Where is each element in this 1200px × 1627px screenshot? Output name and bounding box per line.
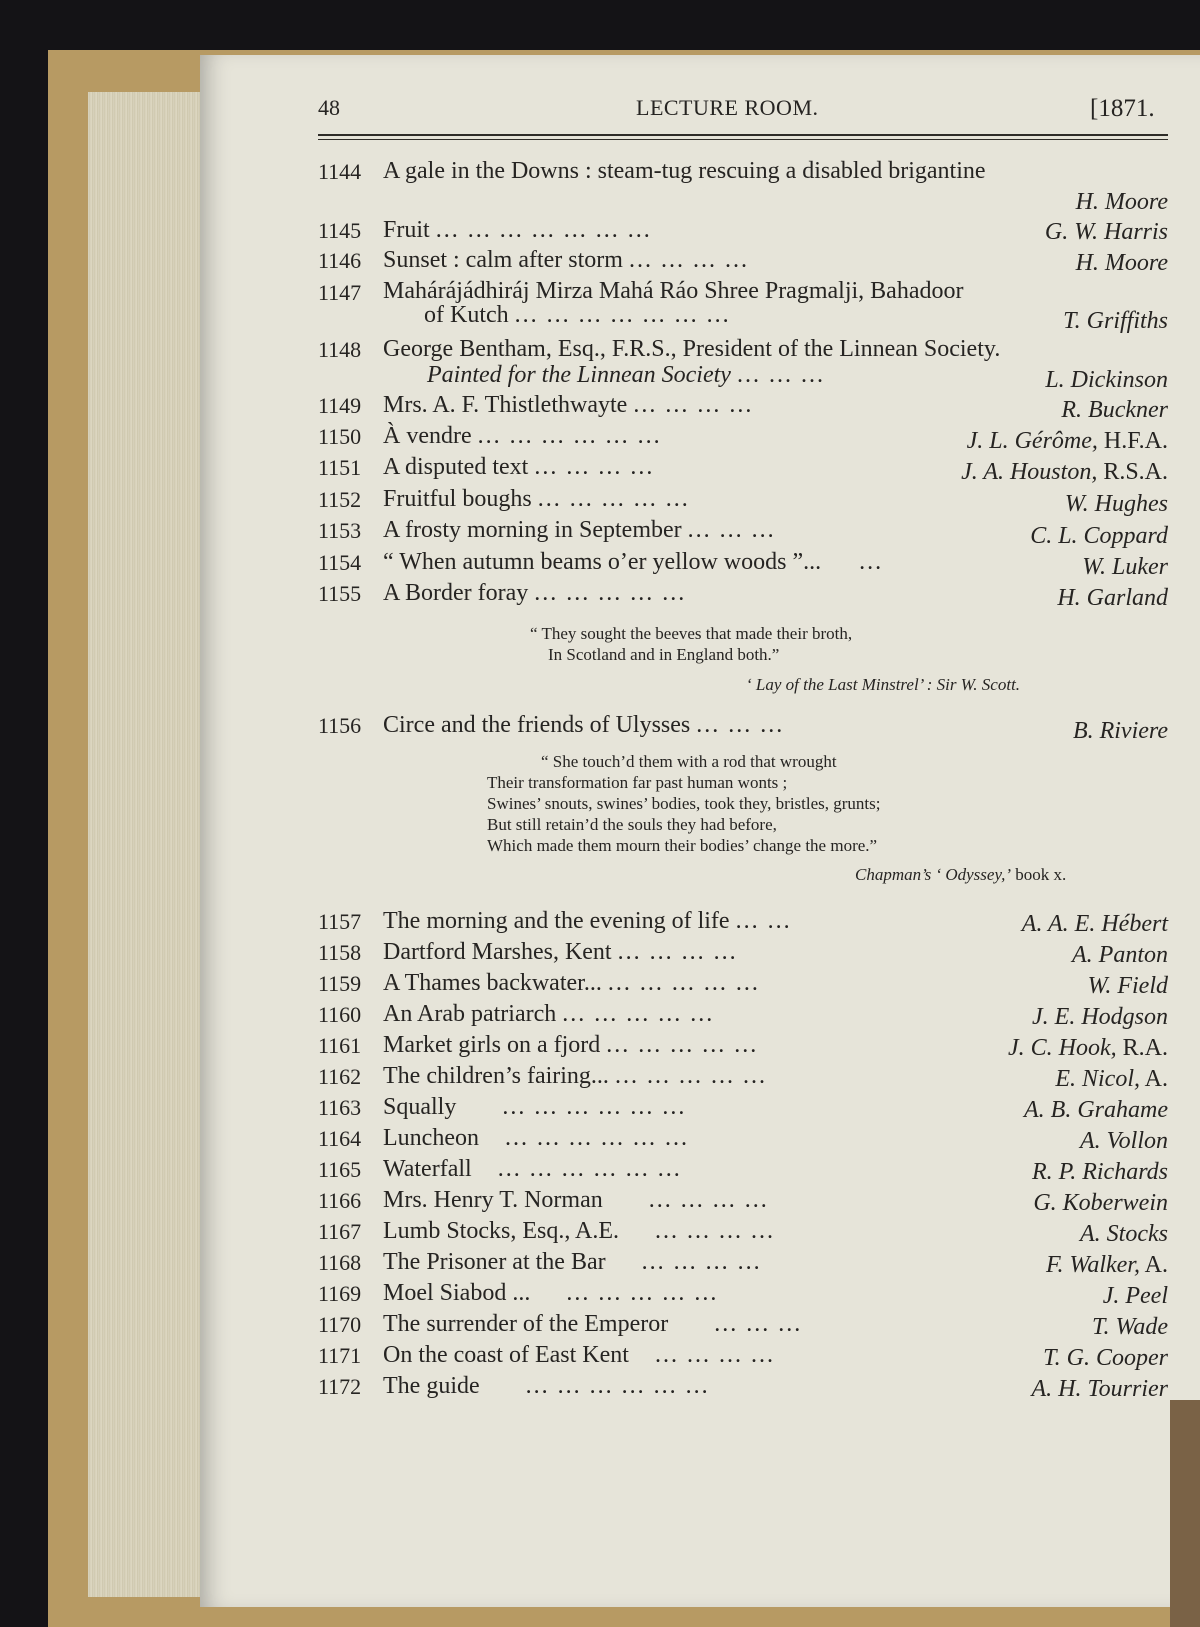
header-rule	[318, 134, 1168, 136]
quote-line: “ She touch’d them with a rod that wrought	[541, 752, 837, 771]
entry-artist: H. Moore	[1075, 250, 1168, 276]
entry-title: Luncheon ... ... ... ... ... ...	[383, 1125, 689, 1151]
entry-title: George Bentham, Esq., F.R.S., President of the Linnean Society.	[383, 336, 1001, 362]
entry-title: À vendre ... ... ... ... ... ...	[383, 423, 662, 449]
entry-title: Market girls on a fjord ... ... ... ... ...	[383, 1032, 759, 1058]
entry-artist: W. Hughes	[1064, 491, 1168, 517]
entry-number: 1147	[318, 280, 362, 305]
entry-number: 1160	[318, 1002, 362, 1027]
entry-number: 1163	[318, 1095, 362, 1120]
entry-title: Mrs. A. F. Thistlethwayte ... ... ... ...	[383, 392, 754, 418]
entry-title-continuation: of Kutch ... ... ... ... ... ... ...	[424, 302, 731, 328]
page-number: 48	[318, 95, 340, 120]
entry-title: The Prisoner at the Bar ... ... ... ...	[383, 1249, 762, 1275]
entry-title: Lumb Stocks, Esq., A.E. ... ... ... ...	[383, 1218, 776, 1244]
entry-number: 1166	[318, 1188, 362, 1213]
entry-artist: T. Wade	[1091, 1314, 1168, 1340]
entry-title: The surrender of the Emperor ... ... ...	[383, 1311, 803, 1337]
book-spine	[1170, 1400, 1200, 1627]
entry-title-continuation: Painted for the Linnean Society ... ... ...	[427, 362, 825, 388]
entry-number: 1151	[318, 455, 362, 480]
entry-artist: T. G. Cooper	[1043, 1345, 1168, 1371]
entry-title: A gale in the Downs : steam-tug rescuing a disabled brigantine	[383, 158, 986, 184]
quote-source: ‘ Lay of the Last Minstrel’ : Sir W. Scott.	[746, 675, 1021, 694]
entry-artist: E. Nicol, A.	[1055, 1066, 1168, 1092]
entry-title: A disputed text ... ... ... ...	[383, 454, 655, 480]
entry-number: 1158	[318, 940, 362, 965]
entry-title: On the coast of East Kent ... ... ... ...	[383, 1342, 775, 1368]
entry-title: A Border foray ... ... ... ... ...	[383, 580, 687, 606]
entry-number: 1152	[318, 487, 362, 512]
entry-number: 1164	[318, 1126, 362, 1151]
entry-title: The children’s fairing... ... ... ... ... ...	[383, 1063, 767, 1089]
entry-artist: C. L. Coppard	[1030, 523, 1168, 549]
entry-artist: J. E. Hodgson	[1032, 1004, 1168, 1030]
quote-line: Which made them mourn their bodies’ change the more.”	[487, 836, 878, 855]
quote-line: In Scotland and in England both.”	[548, 645, 780, 664]
entry-title: Waterfall ... ... ... ... ... ...	[383, 1156, 682, 1182]
entry-title: The guide ... ... ... ... ... ...	[383, 1373, 710, 1399]
quote-line: Their transformation far past human wonts ;	[487, 773, 788, 792]
quote-source: Chapman’s ‘ Odyssey,’ book x.	[855, 865, 1067, 884]
entry-number: 1165	[318, 1157, 362, 1182]
entry-number: 1146	[318, 248, 362, 273]
entry-title: An Arab patriarch ... ... ... ... ...	[383, 1001, 715, 1027]
entry-artist: H. Garland	[1057, 585, 1168, 611]
entry-artist: H. Moore	[1075, 189, 1168, 215]
entry-artist: L. Dickinson	[1045, 367, 1168, 393]
entry-number: 1144	[318, 159, 362, 184]
entry-number: 1167	[318, 1219, 362, 1244]
entry-number: 1168	[318, 1250, 362, 1275]
entry-number: 1170	[318, 1312, 362, 1337]
entry-artist: W. Field	[1087, 973, 1168, 999]
entry-number: 1157	[318, 909, 362, 934]
page-edges	[88, 92, 200, 1597]
entry-artist: J. C. Hook, R.A.	[1008, 1035, 1168, 1061]
entry-title: Moel Siabod ... ... ... ... ... ...	[383, 1280, 719, 1306]
entry-artist: J. Peel	[1102, 1283, 1168, 1309]
entry-title: Sunset : calm after storm ... ... ... ...	[383, 247, 749, 273]
entry-number: 1156	[318, 713, 362, 738]
entry-artist: J. L. Gérôme, H.F.A.	[966, 428, 1168, 454]
quote-line: Swines’ snouts, swines’ bodies, took they, bristles, grunts;	[487, 794, 881, 813]
entry-artist: T. Griffiths	[1063, 308, 1168, 334]
entry-artist: J. A. Houston, R.S.A.	[961, 459, 1168, 485]
entry-title: Fruitful boughs ... ... ... ... ...	[383, 486, 690, 512]
running-year: [1871.	[1090, 95, 1155, 122]
entry-artist: A. Vollon	[1080, 1128, 1168, 1154]
entry-artist: F. Walker, A.	[1045, 1252, 1168, 1278]
entry-title: Circe and the friends of Ulysses ... ... ...	[383, 712, 785, 738]
quote-line: But still retain’d the souls they had before,	[487, 815, 777, 834]
entry-number: 1155	[318, 581, 362, 606]
entry-title: Dartford Marshes, Kent ... ... ... ...	[383, 939, 738, 965]
entry-title: “ When autumn beams o’er yellow woods ”... ...	[383, 549, 884, 575]
entry-number: 1162	[318, 1064, 362, 1089]
entry-artist: R. P. Richards	[1032, 1159, 1168, 1185]
entry-number: 1169	[318, 1281, 362, 1306]
entry-number: 1161	[318, 1033, 362, 1058]
entry-number: 1145	[318, 218, 362, 243]
entry-number: 1149	[318, 393, 362, 418]
entry-artist: W. Luker	[1082, 554, 1168, 580]
entry-title: Fruit ... ... ... ... ... ... ...	[383, 217, 652, 243]
entry-artist: G. W. Harris	[1044, 219, 1168, 245]
entry-title: The morning and the evening of life ... ...	[383, 908, 792, 934]
entry-number: 1148	[318, 337, 362, 362]
entry-title: Mrs. Henry T. Norman ... ... ... ...	[383, 1187, 769, 1213]
entry-artist: A. Panton	[1072, 942, 1168, 968]
entry-number: 1150	[318, 424, 362, 449]
quote-line: “ They sought the beeves that made their broth,	[530, 624, 853, 643]
entry-number: 1159	[318, 971, 362, 996]
entry-number: 1153	[318, 518, 362, 543]
entry-title: A Thames backwater... ... ... ... ... ...	[383, 970, 760, 996]
entry-title: A frosty morning in September ... ... ...	[383, 517, 776, 543]
entry-title: Squally ... ... ... ... ... ...	[383, 1094, 687, 1120]
entry-artist: G. Koberwein	[1033, 1190, 1168, 1216]
running-title: LECTURE ROOM.	[636, 95, 819, 120]
entry-artist: B. Riviere	[1072, 718, 1168, 744]
entry-artist: R. Buckner	[1061, 397, 1168, 423]
entry-artist: A. H. Tourrier	[1031, 1376, 1168, 1402]
entry-artist: A. Stocks	[1080, 1221, 1168, 1247]
header-rule-thin	[318, 139, 1168, 140]
entry-title: Mahárájádhiráj Mirza Mahá Ráo Shree Pragmalji, Bahadoor	[383, 278, 964, 304]
entry-number: 1172	[318, 1374, 362, 1399]
entry-artist: A. A. E. Hébert	[1021, 911, 1168, 937]
entry-number: 1171	[318, 1343, 362, 1368]
entry-artist: A. B. Grahame	[1024, 1097, 1168, 1123]
entry-number: 1154	[318, 550, 362, 575]
